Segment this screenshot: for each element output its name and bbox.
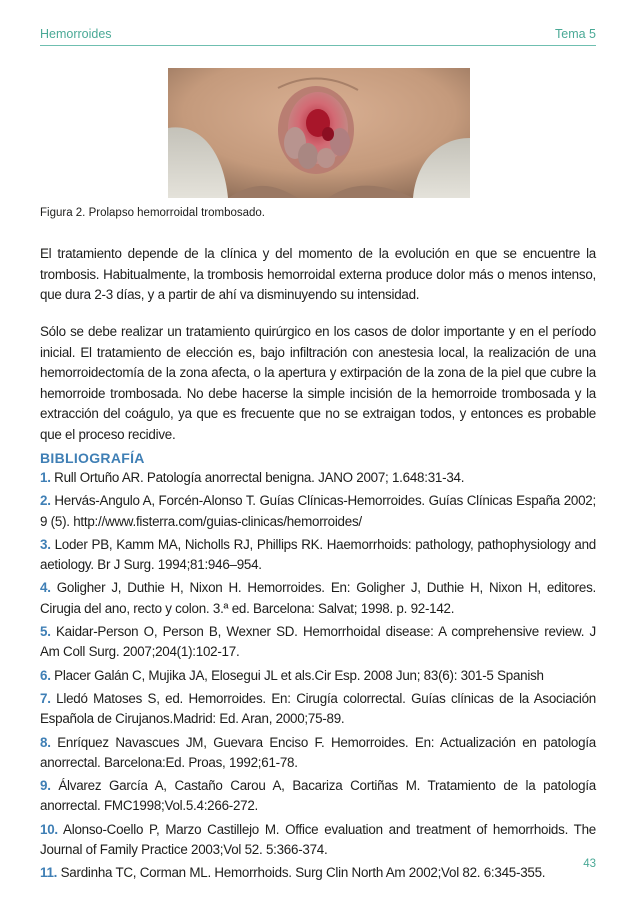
reference-number: 9. (40, 778, 51, 794)
reference-number: 6. (40, 667, 51, 683)
reference-item (40, 689, 596, 730)
reference-item (40, 468, 596, 488)
reference-number: 7. (40, 690, 51, 706)
reference-item (40, 733, 596, 774)
reference-item (40, 578, 596, 619)
reference-number: 8. (40, 734, 51, 750)
topic-label: Tema 5 (555, 27, 596, 41)
reference-number: 2. (40, 493, 51, 509)
reference-item (40, 776, 596, 817)
reference-text: Rull Ortuño AR. Patología anorrectal benigna. JANO 2007; 1.648:31-34. (54, 470, 465, 485)
reference-text: Enríquez Navascues JM, Guevara Enciso F. Hemorroides. En: Actualización en patología anorrectal. Barcelona:Ed. Proas, 1992;61-78. (40, 734, 596, 770)
reference-item (40, 863, 596, 883)
reference-number: 5. (40, 624, 51, 640)
reference-text: Loder PB, Kamm MA, Nicholls RJ, Phillips RK. Haemorrhoids: pathology, pathophysiology and aetiology. Br J Surg. 1994;81:946–954. (40, 536, 596, 573)
reference-text: Alonso-Coello P, Marzo Castillejo M. Office evaluation and treatment of hemorrhoids. The Journal of Family Practice 2003;Vol 52. 5:366-374. (40, 821, 597, 858)
reference-item (40, 535, 596, 576)
page-header (40, 25, 596, 46)
reference-item (40, 491, 596, 532)
reference-item (40, 820, 596, 861)
paragraph-treatment: El tratamiento depende de la clínica y del momento de la evolución en que se encuentre la trombosis. Habitualmente, la trombosis hemorroidal externa produce dolor más o menos intenso, que dura 2-3 días, y a partir de ahí va disminuyendo su intensidad. (40, 246, 596, 302)
reference-text: Kaidar-Person O, Person B, Wexner SD. Hemorrhoidal disease: A comprehensive review. J Am Coll Surg. 2007;204(1):102-17. (40, 624, 596, 660)
reference-text: Goligher J, Duthie H, Nixon H. Hemorroides. En: Goligher J, Duthie H, Nixon H, editores. Cirugia del ano, recto y colon. 3.ª ed. Barcelona: Salvat; 1998. p. 92-142. (40, 580, 596, 616)
reference-number: 1. (40, 470, 51, 485)
reference-item (40, 622, 596, 663)
reference-text: Placer Galán C, Mujika JA, Elosegui JL et als.Cir Esp. 2008 Jun; 83(6): 301-5 Spanish (54, 667, 544, 683)
reference-text: Sardinha TC, Corman ML. Hemorrhoids. Surg Clin North Am 2002;Vol 82. 6:345-355. (60, 865, 546, 881)
paragraph-surgery: Sólo se debe realizar un tratamiento quirúrgico en los casos de dolor importante y en el período inicial. El tratamiento de elección es, bajo infiltración con anestesia local, la realización de una hemorroidectomía de la zona afecta, o la apertura y extirpación de la zona de la piel que cubre la hemorroide trombosada. No debe hacerse la simple incisión de la hemorroide trombosada y la extracción del coágulo, ya que es frecuente que no se extraigan todos, y entonces es probable que el proceso recidive. (40, 324, 596, 442)
reference-item (40, 666, 596, 686)
bibliography-heading: BIBLIOGRAFÍA (40, 450, 145, 466)
reference-number: 4. (40, 580, 51, 596)
reference-text: Hervás-Angulo A, Forcén-Alonso T. Guías Clínicas-Hemorroides. Guías Clínicas España 2002; 9 (5). http://www.fisterra.com/guias-clinicas/hemorroides/ (40, 493, 596, 529)
page-number: 43 (583, 858, 596, 870)
clinical-photo (168, 68, 470, 198)
reference-number: 3. (40, 536, 51, 552)
reference-number: 11. (40, 865, 58, 881)
reference-number: 10. (40, 821, 58, 837)
chapter-title: Hemorroides (40, 27, 112, 41)
figure-caption: Figura 2. Prolapso hemorroidal trombosado. (40, 207, 266, 219)
reference-text: Lledó Matoses S, ed. Hemorroides. En: Cirugía colorrectal. Guías clínicas de la Asociación Española de Cirujanos.Madrid: Ed. Aran, 2000;75-89. (40, 690, 596, 727)
reference-text: Álvarez García A, Castaño Carou A, Bacariza Cortiñas M. Tratamiento de la patología anorrectal. FMC1998;Vol.5.4:266-272. (40, 778, 596, 814)
bibliography-list (40, 468, 596, 887)
figure-image (168, 68, 470, 198)
